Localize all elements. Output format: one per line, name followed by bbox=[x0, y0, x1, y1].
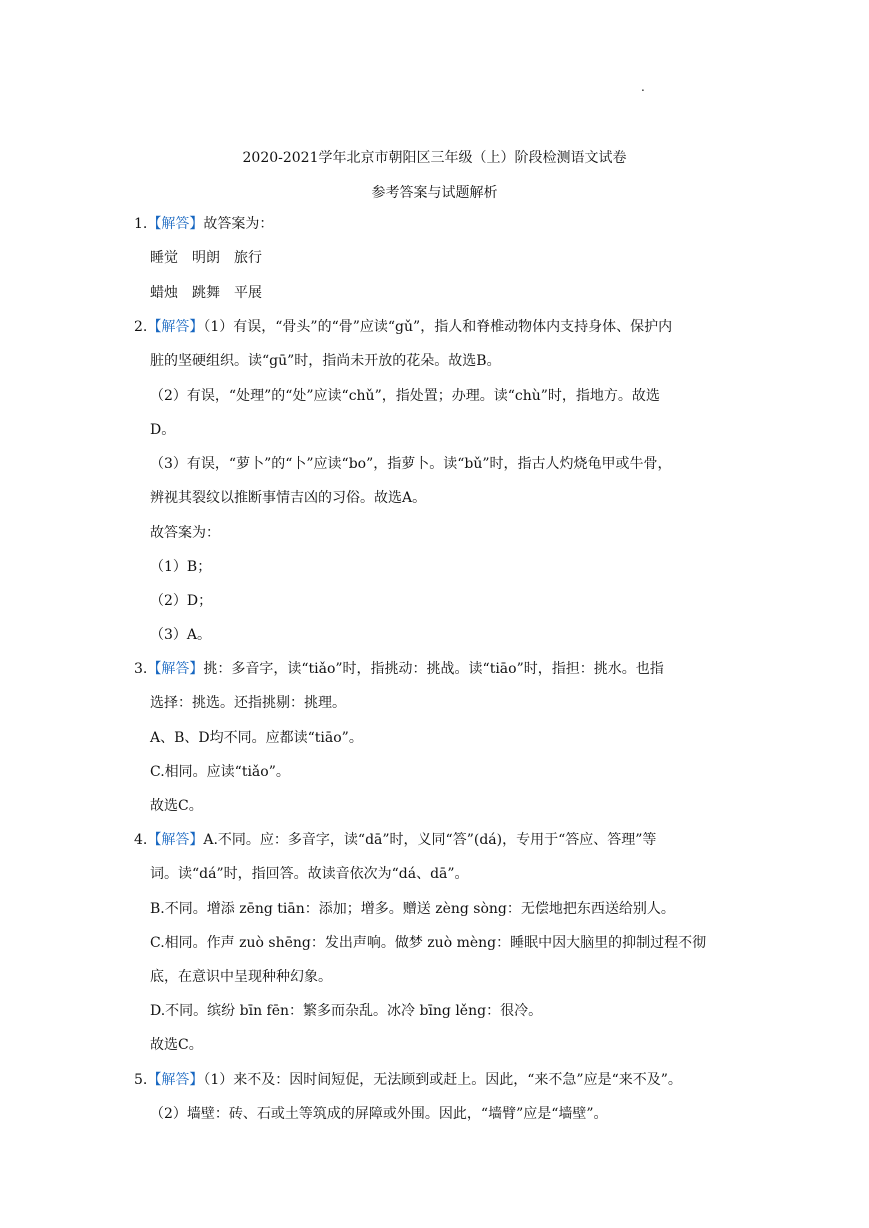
answer-item-3 bbox=[134, 659, 664, 679]
item-text: 故答案为： bbox=[203, 216, 274, 232]
answer-tag: 【解答】 bbox=[147, 661, 204, 677]
document-subtitle: 参考答案与试题解析 bbox=[371, 185, 498, 201]
text-line: 故选C。 bbox=[150, 798, 203, 814]
text-line: 脏的坚硬组织。读“gū”时，指尚未开放的花朵。故选B。 bbox=[150, 353, 501, 369]
page-dot: . bbox=[641, 80, 645, 94]
text-line: A、B、D均不同。应都读“tiāo”。 bbox=[150, 730, 363, 746]
text-line: （2）有误，“处理”的“处”应读“chǔ”，指处置；办理。读“chù”时，指地方。故选 bbox=[150, 388, 660, 404]
text-line: （3）有误，“萝卜”的“卜”应读“bo”，指萝卜。读“bǔ”时，指古人灼烧龟甲或牛骨， bbox=[150, 456, 672, 472]
word: 睡觉 bbox=[150, 250, 178, 266]
item-number: 3. bbox=[134, 661, 148, 677]
text-line: D。 bbox=[150, 422, 176, 438]
answer-item-4 bbox=[134, 830, 656, 850]
answer-tag: 【解答】 bbox=[147, 832, 204, 848]
item-number: 1. bbox=[134, 216, 148, 232]
text-line: 词。读“dá”时，指回答。故读音依次为“dá、dā”。 bbox=[150, 866, 469, 882]
item-text: 挑：多音字，读“tiǎo”时，指挑动：挑战。读“tiāo”时，指担：挑水。也指 bbox=[203, 661, 664, 677]
item-number: 5. bbox=[134, 1072, 148, 1088]
text-line: 辨视其裂纹以推断事情吉凶的习俗。故选A。 bbox=[150, 490, 427, 506]
text-line: 底，在意识中呈现种种幻象。 bbox=[150, 969, 332, 985]
answer-tag: 【解答】 bbox=[147, 1072, 204, 1088]
item-text: （1）有误，“骨头”的“骨”应读“gǔ”，指人和脊椎动物体内支持身体、保护内 bbox=[203, 319, 673, 335]
answer-item-2 bbox=[134, 317, 672, 337]
text-line: B.不同。增添 zēng tiān：添加；增多。赠送 zèng sòng：无偿地把东西送给别人。 bbox=[150, 901, 675, 917]
answer-item-1 bbox=[134, 214, 273, 234]
text-line: （2）D； bbox=[150, 593, 213, 609]
word: 跳舞 bbox=[192, 285, 220, 301]
item-number: 2. bbox=[134, 319, 148, 335]
word: 明朗 bbox=[192, 250, 220, 266]
item-text: A.不同。应：多音字，读“dā”时，义同“答”(dá)，专用于“答应、答理”等 bbox=[203, 832, 657, 848]
text-line: C.相同。作声 zuò shēng：发出声响。做梦 zuò mèng：睡眠中因大脑里的抑制过程不彻 bbox=[150, 935, 707, 951]
text-line: （2）墙壁：砖、石或土等筑成的屏障或外围。因此，“墙臂”应是“墙壁”。 bbox=[150, 1106, 608, 1122]
answer-tag: 【解答】 bbox=[147, 319, 204, 335]
item-text: （1）来不及：因时间短促，无法顾到或赶上。因此，“来不急”应是“来不及”。 bbox=[203, 1072, 682, 1088]
word: 旅行 bbox=[234, 250, 262, 266]
document-title: 2020-2021学年北京市朝阳区三年级（上）阶段检测语文试卷 bbox=[242, 150, 627, 166]
word: 平展 bbox=[234, 285, 262, 301]
word: 蜡烛 bbox=[150, 285, 178, 301]
answer-item-5 bbox=[134, 1070, 682, 1090]
text-line: 故选C。 bbox=[150, 1037, 203, 1053]
text-line: （1）B； bbox=[150, 559, 212, 575]
text-line: （3）A。 bbox=[150, 627, 212, 643]
text-line: D.不同。缤纷 bīn fēn：繁多而杂乱。冰冷 bīng lěng：很冷。 bbox=[150, 1003, 543, 1019]
text-line: C.相同。应读“tiǎo”。 bbox=[150, 764, 290, 780]
answer-tag: 【解答】 bbox=[147, 216, 204, 232]
word-row bbox=[150, 283, 262, 303]
text-line: 选择：挑选。还指挑剔：挑理。 bbox=[150, 695, 346, 711]
word-row bbox=[150, 248, 262, 268]
item-number: 4. bbox=[134, 832, 148, 848]
text-line: 故答案为： bbox=[150, 525, 220, 541]
